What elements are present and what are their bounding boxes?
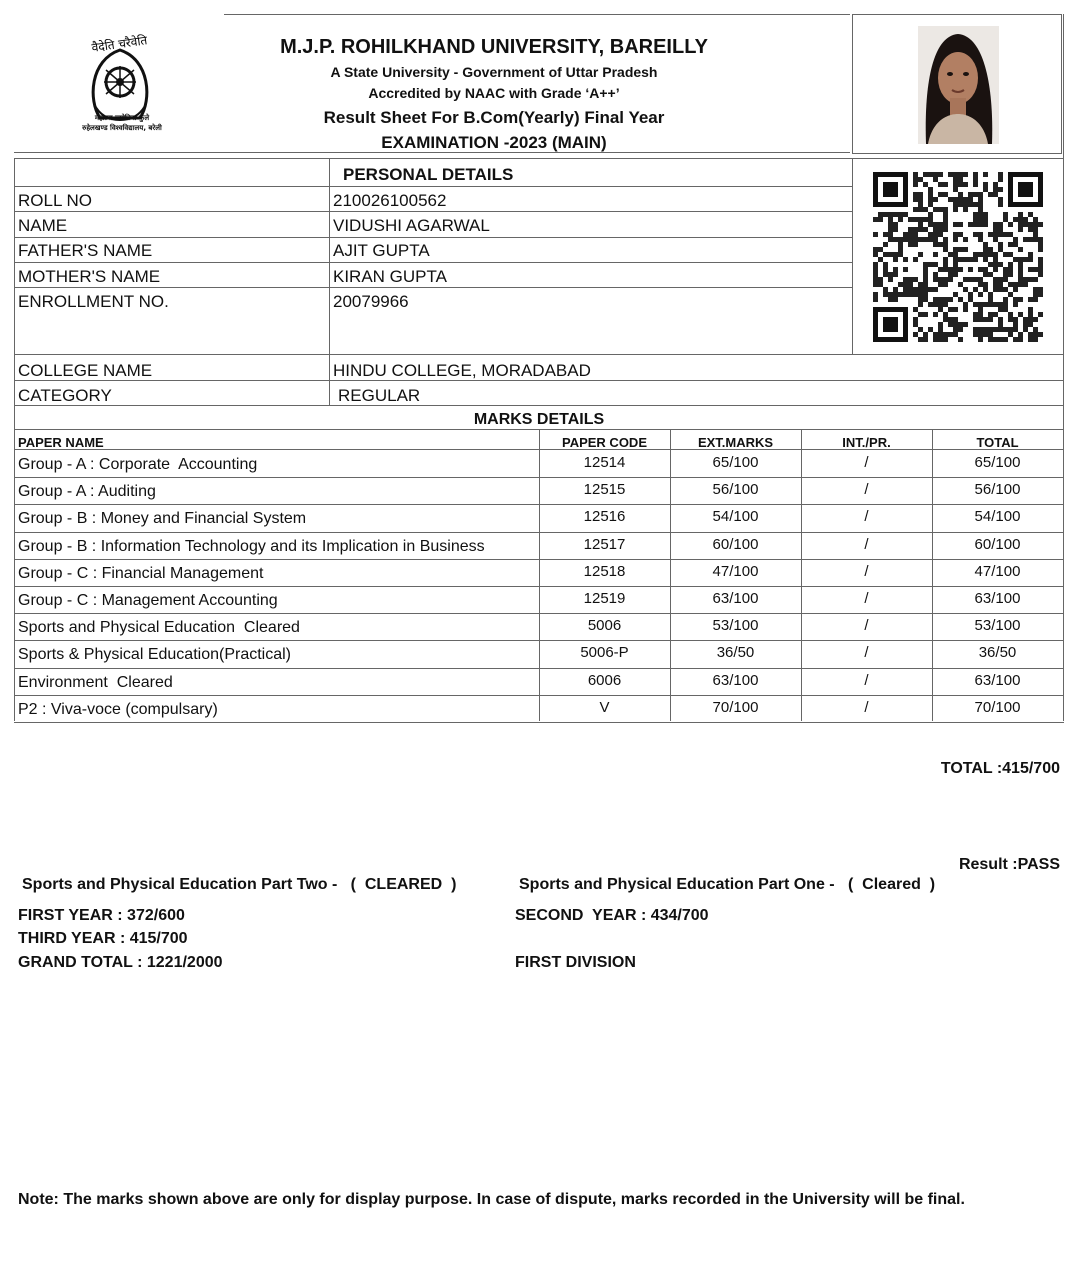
column-divider	[932, 429, 933, 721]
total-marks-cell: 56/100	[974, 481, 1021, 498]
name-label: NAME	[18, 216, 68, 235]
int-marks: /	[864, 644, 869, 661]
division: FIRST DIVISION	[515, 954, 636, 971]
col-int-pr: INT./PR.	[842, 435, 891, 450]
int-marks: /	[864, 563, 869, 580]
paper-name: Group - C : Management Accounting	[18, 592, 278, 609]
roll-no-value: 210026100562	[333, 191, 447, 210]
second-year-marks: SECOND YEAR : 434/700	[515, 907, 709, 924]
total-marks-cell: 36/50	[978, 644, 1017, 661]
column-divider	[670, 429, 671, 721]
roll-no-label: ROLL NO	[18, 191, 93, 210]
personal-details-heading: PERSONAL DETAILS	[343, 165, 514, 184]
row-divider	[14, 722, 1064, 723]
result-status: Result :PASS	[958, 856, 1060, 873]
ext-marks: 60/100	[712, 536, 759, 553]
ext-marks: 54/100	[712, 508, 759, 525]
paper-name: Sports & Physical Education(Practical)	[18, 646, 291, 663]
paper-name: Group - C : Financial Management	[18, 565, 264, 582]
sheet-title: Result Sheet For B.Com(Yearly) Final Year	[323, 108, 665, 127]
ext-marks: 63/100	[712, 590, 759, 607]
total-marks-cell: 60/100	[974, 536, 1021, 553]
naac-line: Accredited by NAAC with Grade ‘A++’	[368, 85, 620, 101]
enrollment-value: 20079966	[333, 292, 409, 311]
name-value: VIDUSHI AGARWAL	[333, 216, 490, 235]
disclaimer-note: Note: The marks shown above are only for display purpose. In case of dispute, marks recorded in the University will be final.	[18, 1191, 965, 1208]
paper-code: 6006	[587, 672, 622, 689]
int-marks: /	[864, 481, 869, 498]
paper-name: Sports and Physical Education Cleared	[18, 619, 300, 636]
category-value: REGULAR	[338, 386, 421, 405]
college-name-value: HINDU COLLEGE, MORADABAD	[333, 361, 591, 380]
paper-name: Environment Cleared	[18, 674, 173, 691]
university-name: M.J.P. ROHILKHAND UNIVERSITY, BAREILLY	[280, 36, 708, 58]
total-marks-cell: 54/100	[974, 508, 1021, 525]
paper-code: 5006	[587, 617, 622, 634]
paper-name: Group - B : Money and Financial System	[18, 510, 307, 527]
ext-marks: 63/100	[712, 672, 759, 689]
col-ext-marks: EXT.MARKS	[697, 435, 774, 450]
total-marks-cell: 65/100	[974, 454, 1021, 471]
col-total: TOTAL	[976, 435, 1019, 450]
paper-code: V	[599, 699, 610, 716]
total-marks-cell: 47/100	[974, 563, 1021, 580]
mother-name-value: KIRAN GUPTA	[333, 267, 447, 286]
column-divider	[801, 429, 802, 721]
column-divider	[539, 429, 540, 721]
state-line: A State University - Government of Uttar Pradesh	[330, 64, 658, 80]
first-year-marks: FIRST YEAR : 372/600	[18, 907, 185, 924]
ext-marks: 36/50	[716, 644, 755, 661]
paper-code: 12517	[583, 536, 626, 553]
int-marks: /	[864, 536, 869, 553]
total-marks: TOTAL :415/700	[940, 760, 1060, 777]
mother-name-label: MOTHER'S NAME	[18, 267, 161, 286]
ext-marks: 53/100	[712, 617, 759, 634]
logo-caption-1: महात्मा ज्योतिबा फुले	[94, 114, 150, 122]
int-marks: /	[864, 508, 869, 525]
total-marks-cell: 63/100	[974, 590, 1021, 607]
third-year-marks: THIRD YEAR : 415/700	[18, 930, 188, 947]
paper-name: Group - A : Corporate Accounting	[18, 456, 258, 473]
father-name-label: FATHER'S NAME	[18, 241, 153, 260]
int-marks: /	[864, 617, 869, 634]
paper-name: Group - A : Auditing	[18, 483, 156, 500]
qr-code	[873, 172, 1043, 342]
paper-code: 12516	[583, 508, 626, 525]
ext-marks: 70/100	[712, 699, 759, 716]
paper-code: 12515	[583, 481, 626, 498]
int-marks: /	[864, 590, 869, 607]
ext-marks: 65/100	[712, 454, 759, 471]
sports-part-two: Sports and Physical Education Part Two - ( CLEARED )	[22, 876, 457, 893]
int-marks: /	[864, 454, 869, 471]
total-marks-cell: 63/100	[974, 672, 1021, 689]
col-paper-name: PAPER NAME	[18, 435, 104, 450]
col-paper-code: PAPER CODE	[562, 435, 647, 450]
enrollment-label: ENROLLMENT NO.	[18, 292, 169, 311]
grand-total: GRAND TOTAL : 1221/2000	[18, 954, 223, 971]
paper-code: 12519	[583, 590, 626, 607]
int-marks: /	[864, 672, 869, 689]
total-marks-cell: 70/100	[974, 699, 1021, 716]
total-marks-cell: 53/100	[974, 617, 1021, 634]
paper-name: P2 : Viva-voce (compulsary)	[18, 701, 218, 718]
father-name-value: AJIT GUPTA	[333, 241, 430, 260]
marks-details-heading: MARKS DETAILS	[473, 411, 605, 428]
logo-arc-text: वैदेति चरैवेति	[90, 33, 149, 55]
int-marks: /	[864, 699, 869, 716]
paper-name: Group - B : Information Technology and its Implication in Business	[18, 538, 485, 555]
logo-caption-2: रुहेलखण्ड विश्वविद्यालय, बरेली	[82, 124, 162, 132]
student-photo	[918, 26, 999, 144]
exam-title: EXAMINATION -2023 (MAIN)	[381, 133, 607, 152]
paper-code: 12518	[583, 563, 626, 580]
sports-part-one: Sports and Physical Education Part One - ( Cleared )	[519, 876, 936, 893]
category-label: CATEGORY	[18, 386, 112, 405]
ext-marks: 56/100	[712, 481, 759, 498]
paper-code: 12514	[583, 454, 626, 471]
paper-code: 5006-P	[580, 644, 629, 661]
ext-marks: 47/100	[712, 563, 759, 580]
college-name-label: COLLEGE NAME	[18, 361, 153, 380]
